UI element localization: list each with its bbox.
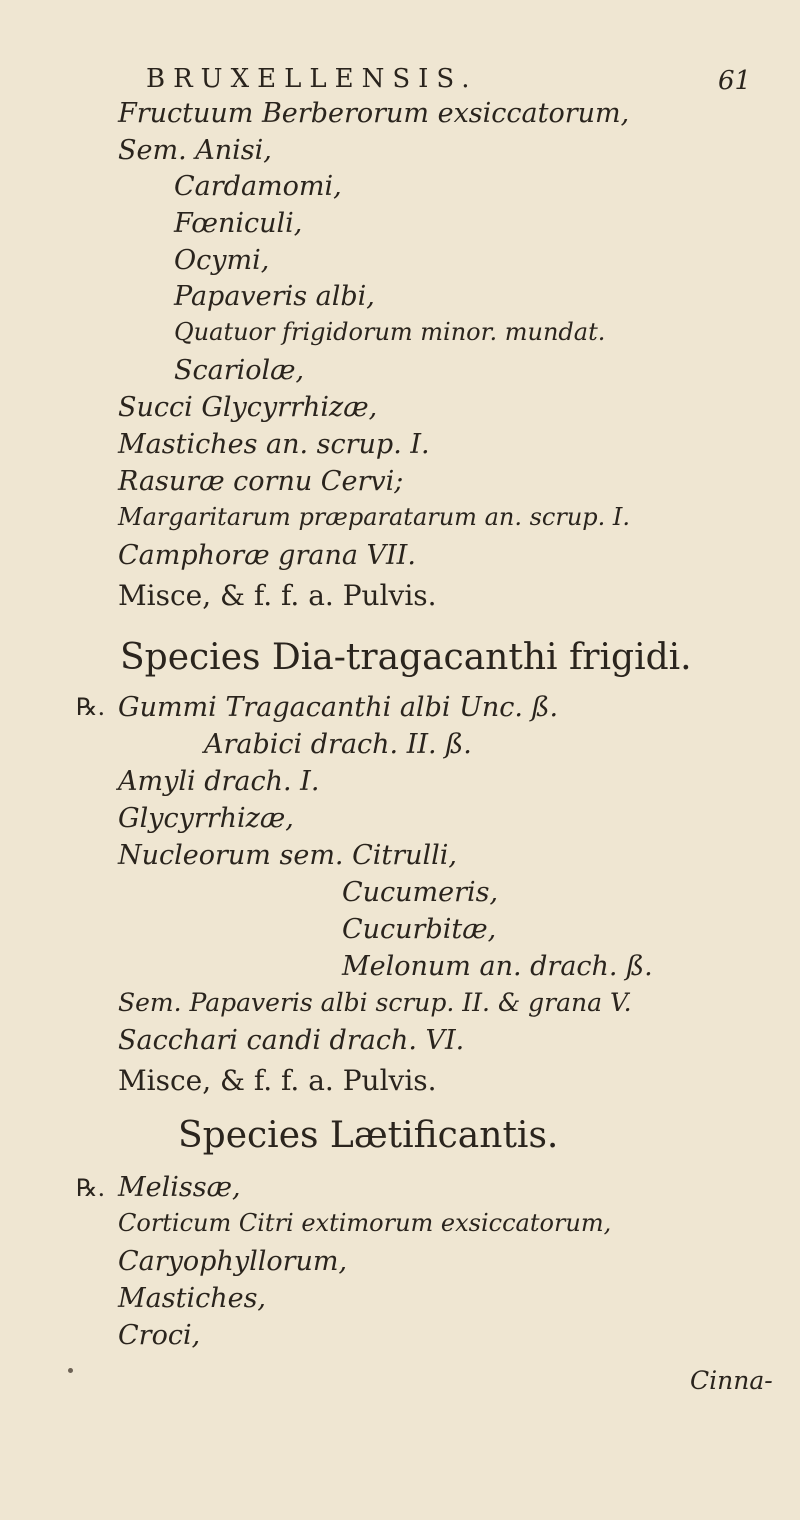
recipe-line: Fructuum Berberorum exsiccatorum, xyxy=(118,98,630,129)
recipe-instruction: Misce, & f. f. a. Pulvis. xyxy=(118,1064,437,1097)
recipe-line: Cucumeris, xyxy=(342,877,499,908)
recipe-line: Amyli drach. I. xyxy=(118,766,320,797)
recipe-line: Ocymi, xyxy=(174,245,270,276)
recipe-line: Cucurbitæ, xyxy=(342,914,497,945)
recipe-line: Mastiches an. scrup. I. xyxy=(118,429,430,460)
recipe-line: Arabici drach. II. ß. xyxy=(204,729,472,760)
recipe-line: Succi Glycyrrhizæ, xyxy=(118,392,378,423)
recipe-line: Sem. Papaveris albi scrup. II. & grana V. xyxy=(118,988,632,1017)
recipe-line: Glycyrrhizæ, xyxy=(118,803,294,834)
recipe-line: Quatuor frigidorum minor. mundat. xyxy=(174,318,606,346)
recipe-line: Camphoræ grana VII. xyxy=(118,540,416,571)
recipe-line: Mastiches, xyxy=(118,1283,267,1314)
running-head: BRUXELLENSIS. xyxy=(146,64,478,94)
recipe-line: Corticum Citri extimorum exsiccatorum, xyxy=(118,1209,612,1237)
recipe-line: Croci, xyxy=(118,1320,201,1351)
catchword: Cinna- xyxy=(690,1366,773,1395)
recipe-line: Sacchari candi drach. VI. xyxy=(118,1025,465,1056)
recipe-instruction: Misce, & f. f. a. Pulvis. xyxy=(118,579,437,612)
recipe-symbol: ℞. xyxy=(76,693,106,721)
recipe-symbol: ℞. xyxy=(76,1174,106,1202)
recipe-line: Margaritarum præparatarum an. scrup. I. xyxy=(118,503,631,531)
recipe-line: Melonum an. drach. ß. xyxy=(342,951,653,982)
recipe-line: Fœniculi, xyxy=(174,208,303,239)
recipe-line: Papaveris albi, xyxy=(174,281,375,312)
section-title: Species Dia-tragacanthi frigidi. xyxy=(120,637,692,678)
recipe-line: Scariolæ, xyxy=(174,355,305,386)
recipe-line: Nucleorum sem. Citrulli, xyxy=(118,840,458,871)
recipe-line: Sem. Anisi, xyxy=(118,135,272,166)
ink-speck xyxy=(68,1368,73,1373)
page-number: 61 xyxy=(718,66,752,96)
recipe-line: Gummi Tragacanthi albi Unc. ß. xyxy=(118,692,559,723)
section-title: Species Lætificantis. xyxy=(178,1115,559,1156)
recipe-line: Cardamomi, xyxy=(174,171,342,202)
recipe-line: Melissæ, xyxy=(118,1172,241,1203)
recipe-line: Rasuræ cornu Cervi; xyxy=(118,466,404,497)
recipe-line: Caryophyllorum, xyxy=(118,1246,348,1277)
